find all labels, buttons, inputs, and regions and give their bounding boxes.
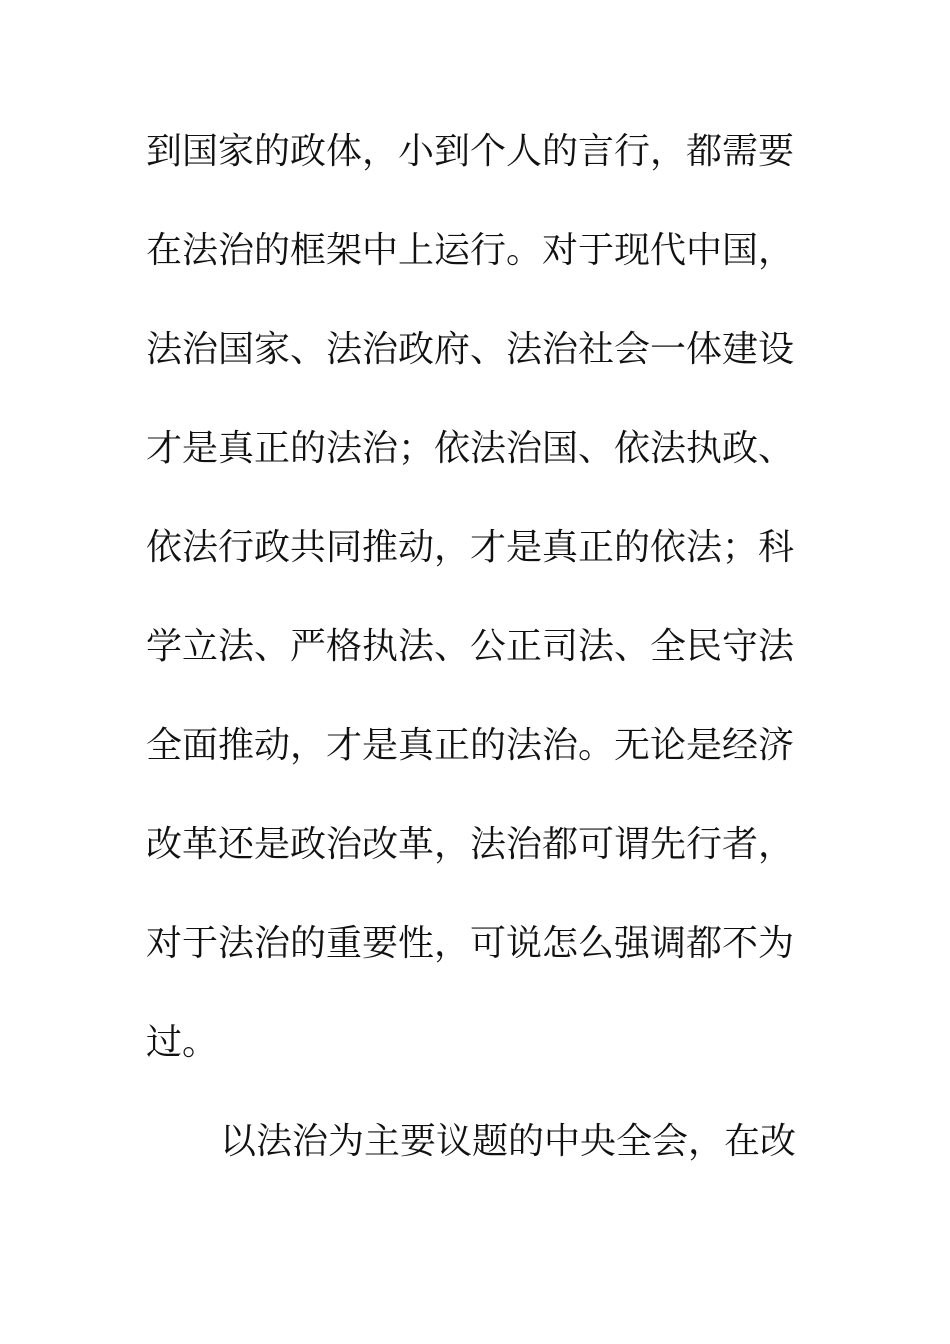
text-line: 法治国家、法治政府、法治社会一体建设 (146, 329, 795, 370)
text-line: 改革还是政治改革，法治都可谓先行者， (146, 824, 795, 865)
text-line: 到国家的政体，小到个人的言行，都需要 (146, 131, 795, 172)
text-line: 过。 (146, 1022, 219, 1063)
text-line: 全面推动，才是真正的法治。无论是经济 (146, 725, 795, 766)
paragraph-start-line: 以法治为主要议题的中央全会，在改 (220, 1121, 797, 1162)
text-line: 依法行政共同推动，才是真正的依法；科 (146, 527, 795, 568)
text-line: 对于法治的重要性，可说怎么强调都不为 (146, 923, 795, 964)
body-text (146, 127, 816, 1216)
text-line: 在法治的框架中上运行。对于现代中国， (146, 230, 795, 271)
text-line: 学立法、严格执法、公正司法、全民守法 (146, 626, 795, 667)
text-line: 才是真正的法治；依法治国、依法执政、 (146, 428, 795, 469)
